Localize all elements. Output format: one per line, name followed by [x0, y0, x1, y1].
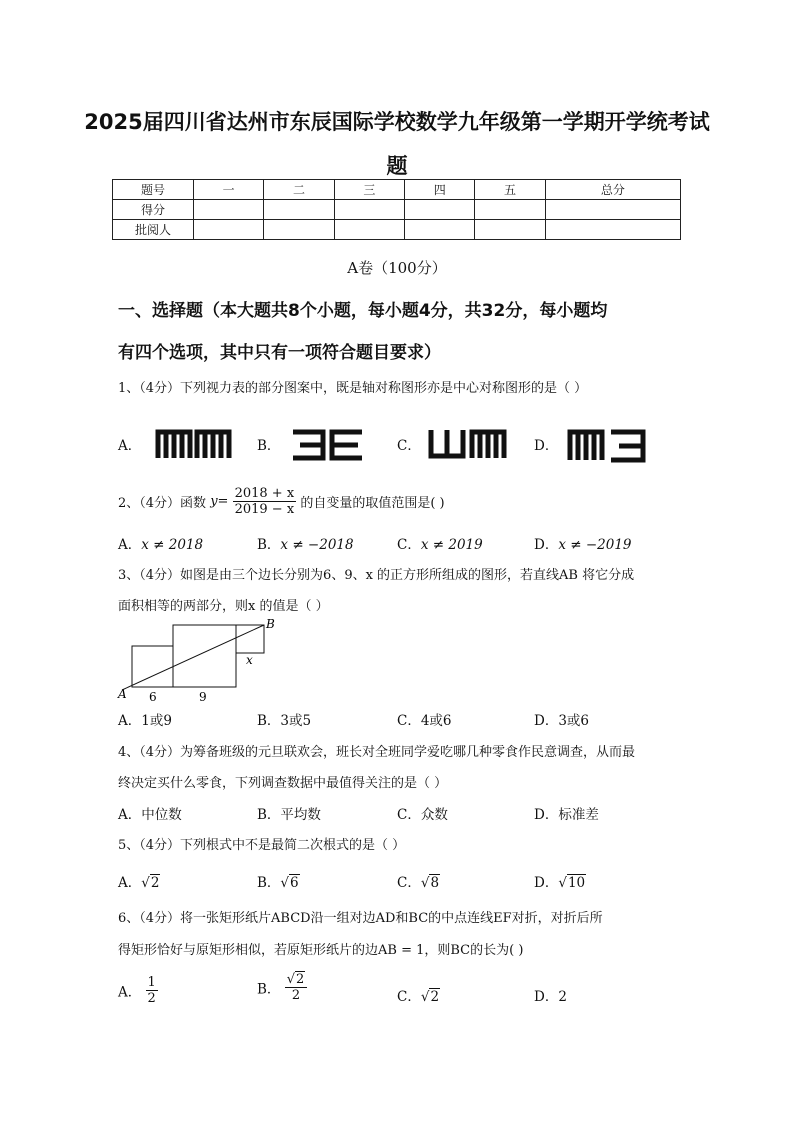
q3-option-d[interactable]: D．3或6 — [534, 713, 590, 729]
point-a-label: A — [118, 687, 127, 701]
q2-option-d[interactable]: D．x ≠ −2019 — [534, 537, 632, 553]
q1-option-a[interactable]: A． — [118, 438, 142, 454]
grader-field[interactable] — [405, 220, 475, 240]
point-b-label: B — [266, 617, 275, 631]
part-heading-continued: 有四个选项，其中只有一项符合题目要求） — [118, 343, 441, 363]
page-title-continued: 题 — [386, 154, 408, 178]
q6-option-c[interactable]: C．√2 — [397, 989, 440, 1005]
grader-field[interactable] — [264, 220, 334, 240]
question-2 — [118, 486, 445, 517]
side-9-label: 9 — [199, 690, 207, 704]
score-field[interactable] — [545, 200, 680, 220]
section-heading: A卷（100分） — [347, 259, 447, 277]
q2-option-b[interactable]: B．x ≠ −2018 — [257, 537, 354, 553]
table-row — [113, 180, 681, 200]
q3-option-a[interactable]: A．1或9 — [118, 713, 172, 729]
score-field[interactable] — [264, 200, 334, 220]
part-heading: 一、选择题（本大题共8个小题，每小题4分，共32分，每小题均 — [118, 301, 608, 321]
eye-chart-wm-icon — [428, 428, 512, 460]
q2-option-c[interactable]: C．x ≠ 2019 — [397, 537, 483, 553]
table-cell: 二 — [264, 180, 334, 200]
table-row — [113, 220, 681, 240]
question-3-continued: 面积相等的两部分，则x 的值是（ ） — [118, 599, 329, 614]
table-cell: 四 — [405, 180, 475, 200]
question-1: 1、（4分）下列视力表的部分图案中，既是轴对称图形亦是中心对称图形的是（ ） — [118, 381, 588, 396]
grader-field[interactable] — [194, 220, 264, 240]
q3-option-b[interactable]: B．3或5 — [257, 713, 312, 729]
question-6-continued: 得矩形恰好与原矩形相似，若原矩形纸片的边AB = 1，则BC的长为( ) — [118, 943, 524, 958]
question-text: 的自变量的取值范围是( ) — [300, 496, 445, 511]
table-cell: 三 — [334, 180, 404, 200]
eye-chart-mm-icon — [155, 428, 235, 460]
question-3: 3、（4分）如图是由三个边长分别为6、9、x 的正方形所组成的图形，若直线AB 将它分成 — [118, 568, 635, 583]
q4-option-a[interactable]: A．中位数 — [118, 807, 182, 823]
table-cell: 批阅人 — [113, 220, 194, 240]
q4-option-b[interactable]: B．平均数 — [257, 807, 321, 823]
math-operator: = — [217, 494, 229, 509]
table-cell: 得分 — [113, 200, 194, 220]
q3-option-c[interactable]: C．4或6 — [397, 713, 452, 729]
question-4: 4、（4分）为筹备班级的元旦联欢会，班长对全班同学爱吃哪几种零食作民意调查，从而最 — [118, 745, 636, 760]
question-6: 6、（4分）将一张矩形纸片ABCD沿一组对边AD和BC的中点连线EF对折，对折后所 — [118, 911, 603, 926]
fraction — [233, 486, 297, 517]
squares-figure — [114, 617, 284, 705]
q6-option-a[interactable]: A． $\frac{1}{2}$ — [118, 975, 156, 1006]
eye-chart-3e-icon — [290, 428, 370, 462]
score-field[interactable] — [194, 200, 264, 220]
numerator: 2018 + x — [234, 486, 295, 501]
q1-option-d[interactable]: D． — [534, 438, 559, 454]
q6-option-b[interactable]: B． $\frac{√2}{2}$ — [257, 972, 307, 1003]
grader-field[interactable] — [334, 220, 404, 240]
q5-option-d[interactable]: D．√10 — [534, 875, 586, 891]
q5-option-b[interactable]: B．√6 — [257, 875, 299, 891]
q1-option-c[interactable]: C． — [397, 438, 421, 454]
q4-option-d[interactable]: D．标准差 — [534, 807, 599, 823]
score-field[interactable] — [405, 200, 475, 220]
grader-field[interactable] — [545, 220, 680, 240]
table-cell: 一 — [194, 180, 264, 200]
table-cell: 总分 — [545, 180, 680, 200]
page-title: 2025届四川省达州市东辰国际学校数学九年级第一学期开学统考试 — [84, 110, 710, 134]
question-5: 5、（4分）下列根式中不是最简二次根式的是（ ） — [118, 838, 406, 853]
q4-option-c[interactable]: C．众数 — [397, 807, 448, 823]
side-x-label: x — [246, 653, 253, 667]
table-cell: 题号 — [113, 180, 194, 200]
score-field[interactable] — [334, 200, 404, 220]
q6-option-d[interactable]: D．2 — [534, 989, 567, 1005]
eye-chart-m3-icon — [567, 428, 651, 464]
score-table — [112, 179, 681, 240]
denominator: 2019 − x — [234, 502, 295, 517]
question-4-continued: 终决定买什么零食，下列调查数据中最值得关注的是（ ） — [118, 776, 448, 791]
math-variable: y — [210, 494, 218, 509]
side-6-label: 6 — [149, 690, 157, 704]
table-row — [113, 200, 681, 220]
question-text: 2、（4分）函数 — [118, 496, 207, 511]
table-cell: 五 — [475, 180, 545, 200]
grader-field[interactable] — [475, 220, 545, 240]
q1-option-b[interactable]: B． — [257, 438, 281, 454]
q5-option-c[interactable]: C．√8 — [397, 875, 440, 891]
q2-option-a[interactable]: A．x ≠ 2018 — [118, 537, 204, 553]
score-field[interactable] — [475, 200, 545, 220]
q5-option-a[interactable]: A．√2 — [118, 875, 160, 891]
